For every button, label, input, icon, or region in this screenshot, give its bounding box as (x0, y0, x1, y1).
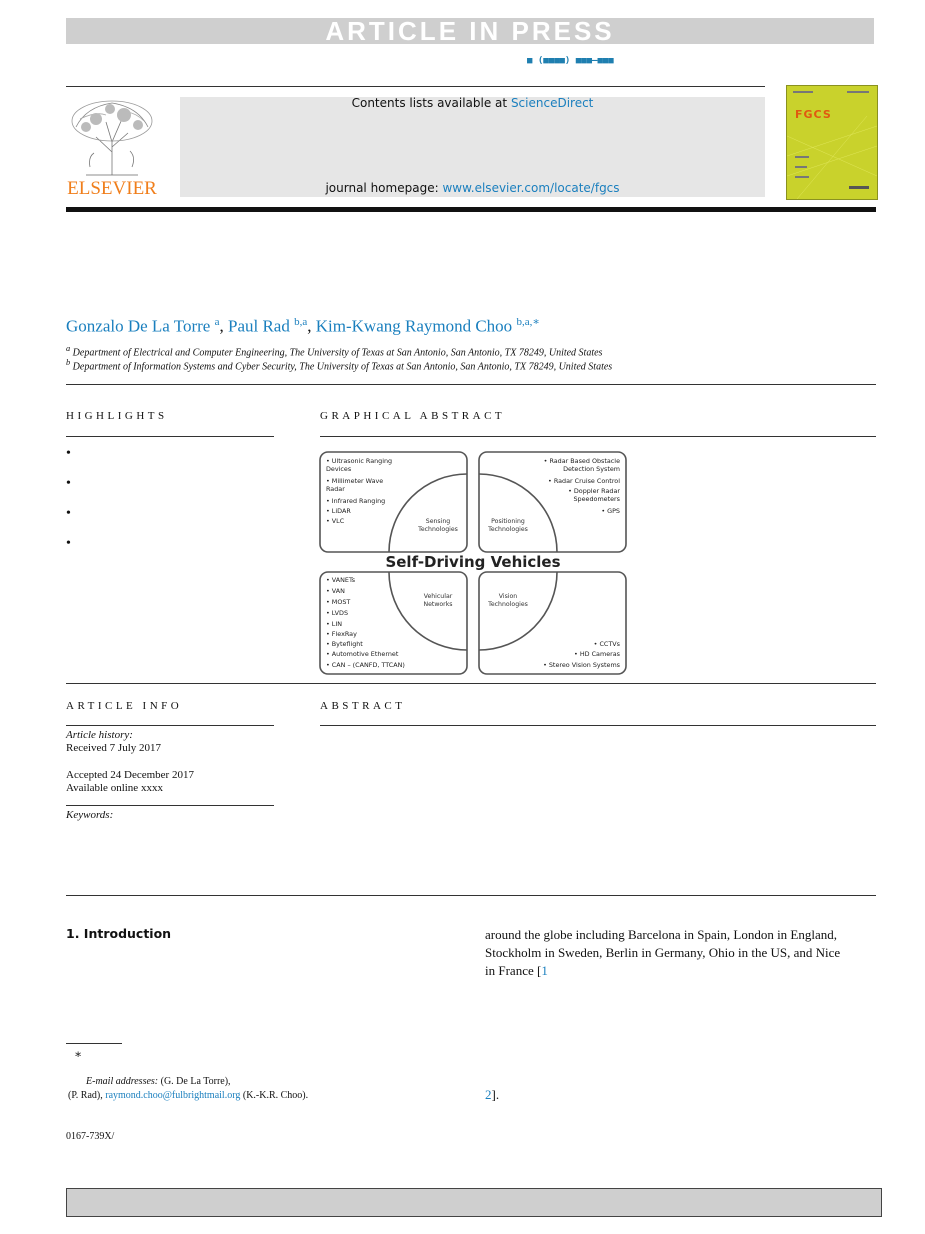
journal-homepage-line (180, 181, 765, 195)
article-info-rule (66, 725, 274, 726)
graphical-abstract-rule (320, 436, 876, 437)
article-info-heading: ARTICLE INFO (66, 700, 183, 712)
q4-item: • Stereo Vision Systems (543, 661, 620, 669)
email-line-2 (68, 1090, 308, 1101)
highlight-bullet-3: • (66, 506, 71, 521)
intro-right-column (485, 926, 840, 980)
q2-item: • Radar Cruise Control (548, 477, 620, 485)
cover-pattern-icon (787, 86, 877, 199)
author-sep-1: , (219, 316, 224, 336)
graphical-abstract-heading: GRAPHICAL ABSTRACT (320, 410, 506, 422)
highlight-bullet-4: • (66, 536, 71, 551)
q3-item: • FlexRay (326, 630, 357, 638)
q2-item: • GPS (601, 507, 620, 515)
highlight-bullet-2: • (66, 476, 71, 491)
article-in-press-banner: ARTICLE IN PRESS (66, 18, 874, 44)
email-line-1 (86, 1076, 231, 1087)
author-3[interactable]: Kim-Kwang Raymond Choo (315, 316, 513, 336)
circle-arc-tl (389, 474, 467, 552)
q2-label-2: Technologies (488, 526, 528, 533)
q1-item: Devices (326, 465, 352, 473)
choo-email-link[interactable]: raymond.choo@fulbrightmail.org (105, 1090, 241, 1101)
q3-label-2: Networks (423, 601, 453, 608)
intro-line-1: around the globe including Barcelona in Spain, London in England, (485, 927, 838, 942)
introduction-heading: 1. Introduction (66, 926, 172, 941)
ga-bottom-rule (66, 683, 876, 684)
corresponding-author-star: ∗ (74, 1047, 83, 1061)
highlights-rule (66, 436, 274, 437)
journal-cover-image (786, 85, 878, 200)
q1-item: Radar (326, 485, 345, 493)
contents-prefix: Contents lists available at (351, 96, 511, 110)
sciencedirect-link[interactable]: ScienceDirect (510, 96, 594, 110)
intro-ref-2-line (485, 1087, 499, 1103)
affiliation-a-text: Department of Electrical and Computer Engineering, The University of Texas at San Antonio, San Antonio, TX 78249, United States (72, 347, 603, 359)
q3-item: • Automotive Ethernet (326, 650, 399, 658)
available-online-date: Available online xxxx (66, 782, 163, 794)
q3-item: • VAN (326, 587, 345, 595)
cover-title: FGCS (795, 108, 832, 121)
journal-homepage-link[interactable]: www.elsevier.com/locate/fgcs (442, 181, 620, 195)
issn-line: 0167-739X/ (66, 1131, 115, 1142)
intro-line-3 (485, 962, 840, 980)
q3-label-1: Vehicular (423, 593, 453, 600)
circle-arc-br (479, 572, 557, 650)
q4-label-1: Vision (498, 593, 518, 600)
header-thick-rule (66, 207, 876, 212)
q1-item: • Millimeter Wave (326, 477, 384, 485)
q2-item: Detection System (563, 465, 620, 473)
front-matter-bottom-rule (66, 895, 876, 896)
accepted-date: Accepted 24 December 2017 (66, 769, 194, 781)
affiliation-b-text: Department of Information Systems and Cyber Security, The University of Texas at San Antonio, San Antonio, TX 78249, United States (72, 361, 613, 373)
journal-reference: ■ (■■■■) ■■■–■■■ (527, 56, 614, 66)
quadrant-vision-box (479, 572, 626, 674)
q1-label-1: Sensing (425, 518, 451, 525)
email-line-2-suffix: (K.-K.R. Choo). (242, 1090, 309, 1101)
q4-item: • CCTVs (593, 640, 620, 648)
abstract-heading: ABSTRACT (320, 700, 406, 712)
author-2-affil: b,a (294, 316, 308, 328)
q2-item: Speedometers (573, 495, 620, 503)
elsevier-tree-icon (66, 97, 158, 177)
q2-label-1: Positioning (491, 518, 525, 525)
intro-line-3-text: in France [ (485, 963, 542, 978)
circle-arc-tr (479, 474, 557, 552)
author-2[interactable]: Paul Rad (228, 316, 290, 336)
received-date: Received 7 July 2017 (66, 742, 162, 754)
circle-arc-bl (389, 572, 467, 650)
affiliation-a-mark: a (66, 344, 71, 353)
affiliation-a (66, 344, 602, 358)
q1-item: • Infrared Ranging (326, 497, 386, 505)
q3-item: • MOST (326, 598, 351, 606)
q2-item: • Doppler Radar (568, 487, 620, 495)
article-history-label: Article history: (66, 729, 133, 741)
citation-2-link[interactable]: 2 (485, 1087, 492, 1102)
contents-available-line (180, 96, 765, 110)
q2-item: • Radar Based Obstacle (543, 457, 620, 465)
author-3-affil: b,a,∗ (516, 316, 540, 328)
authors-bottom-rule (66, 384, 876, 385)
highlight-bullet-1: • (66, 446, 71, 461)
elsevier-wordmark: ELSEVIER (67, 178, 157, 199)
q3-item: • CAN – (CANFD, TTCAN) (326, 661, 405, 669)
abstract-rule (320, 725, 876, 726)
q3-item: • Byteflight (326, 640, 363, 648)
keywords-rule (66, 805, 274, 806)
header-top-rule (66, 86, 765, 87)
citation-1-link[interactable]: 1 (541, 963, 548, 978)
email-line-1-rest: (G. De La Torre), (160, 1076, 231, 1087)
keywords-label: Keywords: (66, 809, 114, 821)
homepage-prefix: journal homepage: (325, 181, 443, 195)
q3-item: • LIN (326, 620, 343, 628)
q1-item: • Ultrasonic Ranging (326, 457, 393, 465)
affiliation-b-mark: b (66, 358, 71, 367)
citation-footer-box (66, 1188, 882, 1217)
footnote-rule (66, 1043, 122, 1044)
email-label: E-mail addresses: (86, 1076, 159, 1087)
highlights-heading: HIGHLIGHTS (66, 410, 168, 422)
q4-label-2: Technologies (488, 601, 528, 608)
author-sep-2: , (307, 316, 312, 336)
affiliation-b (66, 358, 612, 372)
intro-line-2: Stockholm in Sweden, Berlin in Germany, Ohio in the US, and Nice (485, 945, 841, 960)
q3-item: • VANETs (326, 576, 356, 584)
author-1[interactable]: Gonzalo De La Torre (66, 316, 211, 336)
q4-item: • HD Cameras (574, 650, 620, 658)
diagram-title: Self-Driving Vehicles (385, 553, 561, 571)
q1-item: • LiDAR (326, 507, 351, 515)
q1-item: • VLC (326, 517, 345, 525)
author-1-affil: a (214, 316, 220, 328)
email-line-2-prefix: (P. Rad), (68, 1090, 103, 1101)
self-driving-diagram (318, 450, 628, 678)
q3-item: • LVDS (326, 609, 349, 617)
q1-label-2: Technologies (418, 526, 458, 533)
author-list (66, 315, 540, 337)
citation-2-suffix: ]. (491, 1087, 500, 1102)
